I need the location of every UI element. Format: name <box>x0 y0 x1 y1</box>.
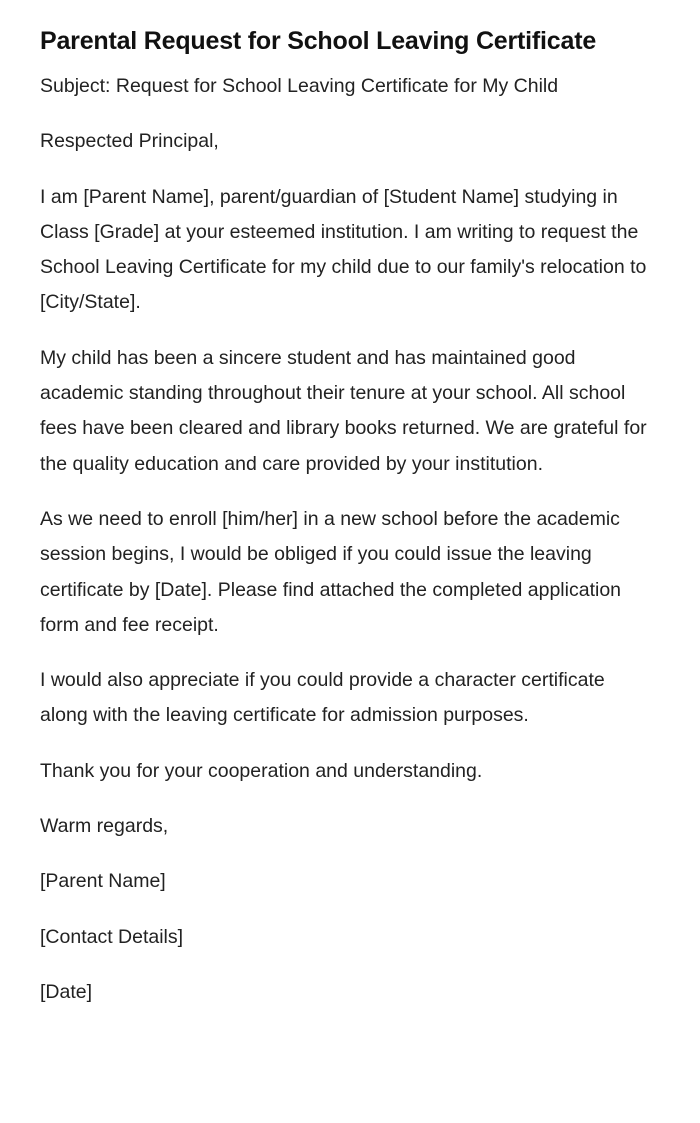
signature-name: [Parent Name] <box>40 870 166 893</box>
signature-date: [Date] <box>40 980 93 1003</box>
body-paragraph: I would also appreciate if you could provide a character certificate along with the leaving certificate for admission purposes. <box>40 669 605 727</box>
body-paragraph: As we need to enroll [him/her] in a new school before the academic session begins, I would be obliged if you could issue the leaving certificate by [Date]. Please find attached the completed application form and fee receipt. <box>40 507 622 636</box>
signature-contact: [Contact Details] <box>40 925 184 948</box>
body-paragraph: Thank you for your cooperation and understanding. <box>40 759 483 782</box>
closing: Warm regards, <box>40 815 169 838</box>
body-paragraph: My child has been a sincere student and has maintained good academic standing throughout their tenure at your school. All school fees have been cleared and library books returned. We are grateful for the quality education and care provided by your institution. <box>40 346 647 475</box>
salutation: Respected Principal, <box>40 130 219 153</box>
document-title: Parental Request for School Leaving Certificate <box>40 27 597 55</box>
body-paragraph: I am [Parent Name], parent/guardian of [Student Name] studying in Class [Grade] at your esteemed institution. I am writing to request the School Leaving Certificate for my child due to our family's relocation to [City/State]. <box>40 185 647 314</box>
subject-line: Subject: Request for School Leaving Certificate for My Child <box>40 75 559 97</box>
